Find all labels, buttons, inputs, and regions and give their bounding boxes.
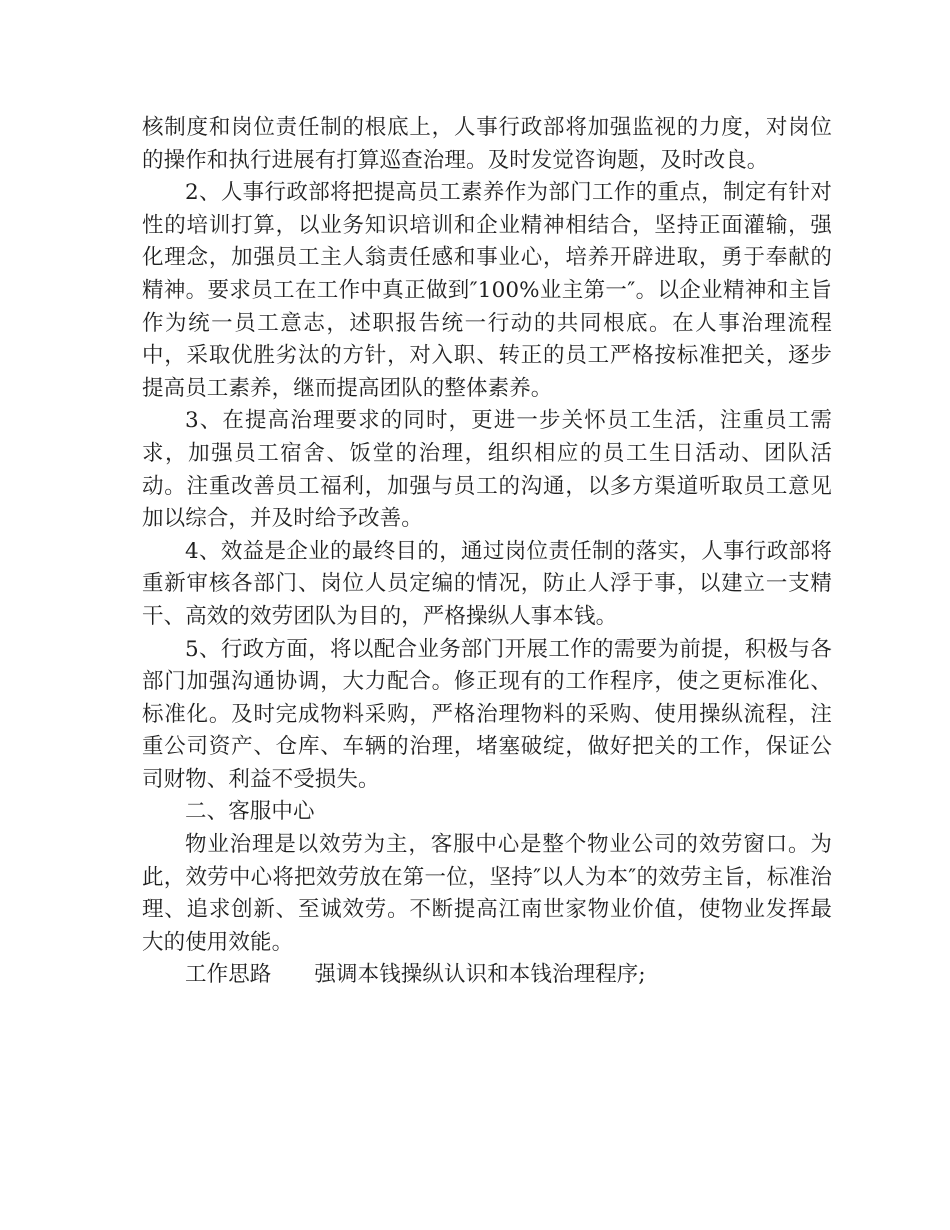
work-approach-line (142, 959, 832, 992)
paragraph-item-3: 3、在提高治理要求的同时，更进一步关怀员工生活，注重员工需求，加强员工宿舍、饭堂的治理，组织相应的员工生日活动、团队活动。注重改善员工福利，加强与员工的沟通，以多方渠道听取员工意见加以综合，并及时给予改善。 (142, 408, 832, 532)
paragraph-item-5: 5、行政方面，将以配合业务部门开展工作的需要为前提，积极与各部门加强沟通协调，大力配合。修正现有的工作程序，使之更标准化、标准化。及时完成物料采购，严格治理物料的采购、使用操纵流程，注重公司资产、仓库、车辆的治理，堵塞破绽，做好把关的工作，保证公司财物、利益不受损失。 (142, 636, 832, 792)
paragraph-item-2: 2、人事行政部将把提高员工素养作为部门工作的重点，制定有针对性的培训打算，以业务知识培训和企业精神相结合，坚持正面灌输，强化理念，加强员工主人翁责任感和事业心，培养开辟进取，勇于奉献的精神。要求员工在工作中真正做到″100%业主第一″。以企业精神和主旨作为统一员工意志，述职报告统一行动的共同根底。在人事治理流程中，采取优胜劣汰的方针，对入职、转正的员工严格按标准把关，逐步提高员工素养，继而提高团队的整体素养。 (142, 180, 832, 401)
work-approach-label: 工作思路 (185, 962, 272, 988)
paragraph-continuation: 核制度和岗位责任制的根底上，人事行政部将加强监视的力度，对岗位的操作和执行进展有打算巡查治理。及时发觉咨询题，及时改良。 (142, 115, 832, 173)
paragraph-item-4: 4、效益是企业的最终目的，通过岗位责任制的落实，人事行政部将重新审核各部门、岗位人员定编的情况，防止人浮于事，以建立一支精干、高效的效劳团队为目的，严格操纵人事本钱。 (142, 538, 832, 629)
section-heading-customer-service: 二、客服中心 (185, 799, 315, 825)
paragraph-customer-service: 物业治理是以效劳为主，客服中心是整个物业公司的效劳窗口。为此，效劳中心将把效劳放在第一位，坚持″以人为本″的效劳主旨，标准治理、追求创新、至诚效劳。不断提高江南世家物业价值，使物业发挥最大的使用效能。 (142, 832, 832, 955)
document-body (142, 112, 832, 992)
work-approach-text: 强调本钱操纵认识和本钱治理程序; (314, 962, 646, 988)
